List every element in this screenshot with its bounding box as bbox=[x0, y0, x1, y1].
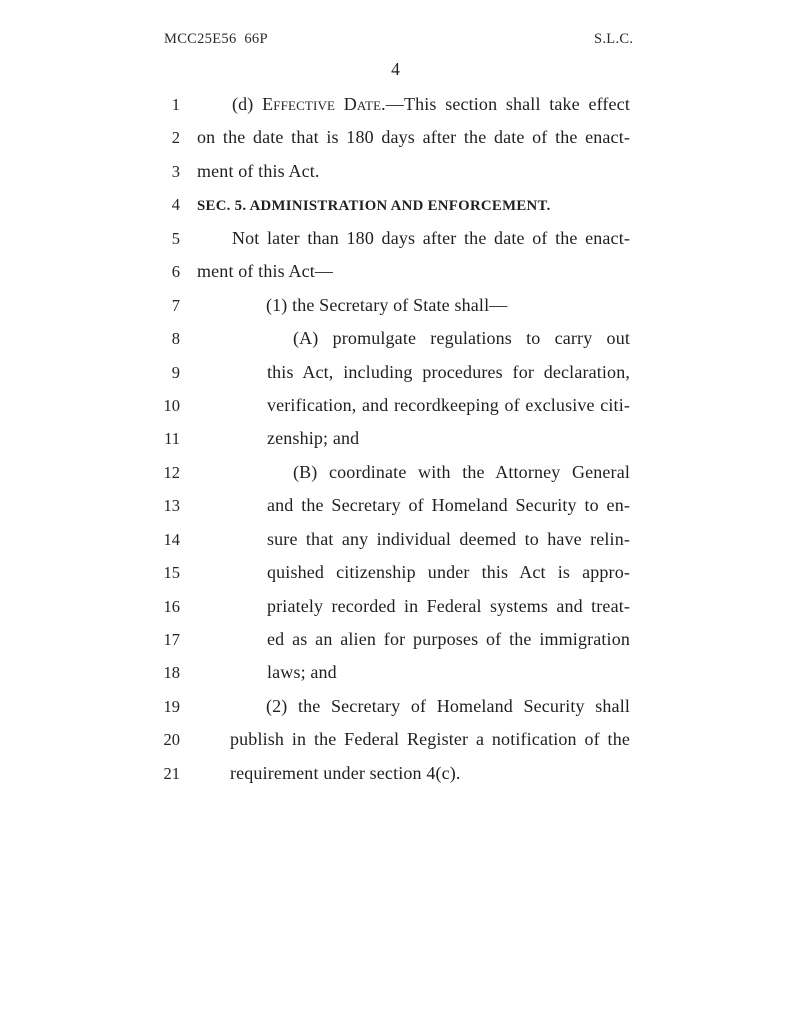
line-text: ment of this Act— bbox=[197, 261, 334, 282]
line-number: 11 bbox=[164, 429, 180, 449]
line-text: priately recorded in Federal systems and treat- bbox=[267, 595, 630, 616]
bill-line-row bbox=[160, 121, 633, 154]
bill-line-row bbox=[160, 757, 633, 790]
line-number: 21 bbox=[163, 763, 180, 783]
effective-date-smallcaps: Effective Date bbox=[262, 94, 382, 114]
line-text: and the Secretary of Homeland Security to en- bbox=[267, 495, 630, 516]
bill-line-row bbox=[160, 322, 633, 355]
bill-line-row bbox=[160, 422, 633, 455]
line-number: 12 bbox=[163, 462, 180, 482]
bill-line-row bbox=[160, 289, 633, 322]
line-number: 2 bbox=[171, 128, 180, 148]
line-number: 10 bbox=[163, 395, 180, 415]
line-text: verification, and recordkeeping of exclusive citi- bbox=[267, 394, 630, 415]
subsection-label: (d) bbox=[232, 94, 263, 114]
line-text: quished citizenship under this Act is appro- bbox=[267, 562, 630, 583]
line-text: requirement under section 4(c). bbox=[230, 762, 461, 783]
line-text: (B) coordinate with the Attorney General bbox=[293, 461, 630, 482]
line-number: 15 bbox=[163, 563, 180, 583]
bill-line-row bbox=[160, 456, 633, 489]
bill-line-row bbox=[160, 523, 633, 556]
line-number: 18 bbox=[163, 663, 180, 683]
line-text: (1) the Secretary of State shall— bbox=[266, 294, 508, 315]
line-number: 17 bbox=[163, 630, 180, 649]
line-text: (2) the Secretary of Homeland Security shall bbox=[266, 695, 630, 716]
bill-body bbox=[160, 88, 633, 790]
bill-line-row bbox=[160, 155, 633, 188]
line-number: 3 bbox=[171, 161, 180, 181]
bill-line-row bbox=[160, 590, 633, 623]
bill-line-row bbox=[160, 656, 633, 689]
line-number: 20 bbox=[163, 730, 180, 750]
bill-line-row bbox=[160, 188, 633, 221]
line-text: ed as an alien for purposes of the immigration bbox=[267, 629, 630, 649]
line-number: 1 bbox=[171, 95, 180, 114]
line-text: this Act, including procedures for declaration, bbox=[267, 361, 630, 382]
office-code: S.L.C. bbox=[594, 31, 634, 47]
line-number: 6 bbox=[171, 262, 180, 282]
bill-line-row bbox=[160, 222, 633, 255]
line-text bbox=[197, 88, 630, 121]
bill-line-row bbox=[160, 723, 633, 756]
line-number: 16 bbox=[163, 596, 180, 616]
line-number: 9 bbox=[171, 362, 180, 382]
bill-line-row bbox=[160, 255, 633, 288]
line-number: 13 bbox=[163, 496, 180, 516]
bill-line-row bbox=[160, 690, 633, 723]
line-text: Not later than 180 days after the date of the enact- bbox=[232, 227, 630, 248]
line-text-post: .—This section shall take effect bbox=[381, 94, 630, 114]
line-text: zenship; and bbox=[267, 428, 360, 449]
doc-code: MCC25E56 66P bbox=[164, 31, 268, 47]
line-text: publish in the Federal Register a notification of the bbox=[230, 729, 630, 750]
page-number: 4 bbox=[391, 59, 400, 79]
bill-line-row bbox=[160, 88, 633, 121]
line-number: 7 bbox=[171, 295, 180, 315]
line-text: on the date that is 180 days after the date of the enact- bbox=[197, 127, 630, 148]
line-number: 14 bbox=[163, 529, 180, 549]
line-number: 5 bbox=[171, 228, 180, 248]
line-number: 4 bbox=[171, 195, 180, 215]
bill-line-row bbox=[160, 356, 633, 389]
bill-line-row bbox=[160, 389, 633, 422]
line-text: (A) promulgate regulations to carry out bbox=[293, 328, 630, 349]
line-text: ment of this Act. bbox=[197, 160, 320, 181]
bill-line-row bbox=[160, 489, 633, 522]
bill-line-row bbox=[160, 556, 633, 589]
line-text: sure that any individual deemed to have relin- bbox=[267, 528, 630, 549]
line-number: 8 bbox=[171, 329, 180, 349]
section-heading: SEC. 5. ADMINISTRATION AND ENFORCEMENT. bbox=[197, 198, 551, 215]
bill-line-row bbox=[160, 623, 633, 656]
line-number: 19 bbox=[163, 696, 180, 716]
line-text: laws; and bbox=[267, 662, 337, 683]
